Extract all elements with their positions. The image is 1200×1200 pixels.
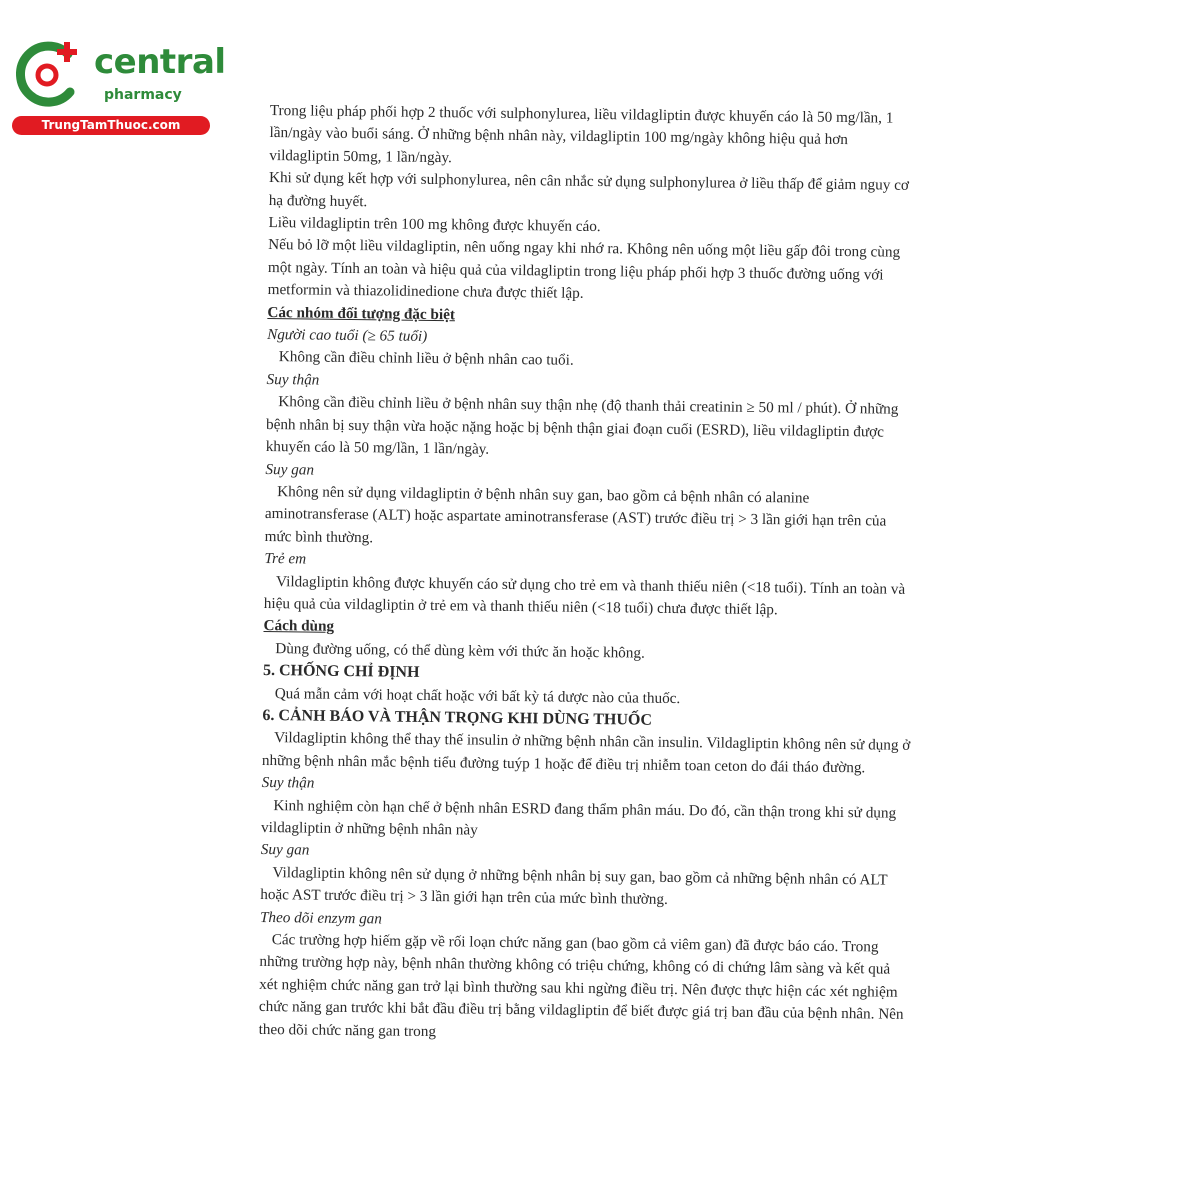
renal-warning-paragraph: Kinh nghiệm còn hạn chế ở bệnh nhân ESRD đang thẩm phân máu. Do đó, cần thận trong khi sử dụng vildagliptin ở những bệnh nhân này — [261, 796, 897, 839]
renal-subheading: Suy thận — [266, 370, 320, 389]
hepatic-warning-subheading: Suy gan — [260, 841, 310, 859]
brand-url-badge: TrungTamThuoc.com — [12, 116, 210, 135]
usage-heading: Cách dùng — [263, 617, 335, 636]
scanned-document-page — [259, 100, 920, 1049]
brand-name: central — [94, 42, 226, 82]
hepatic-paragraph: Không nên sử dụng vildagliptin ở bệnh nhân suy gan, bao gồm cả bệnh nhân có alanine aminotransferase (ALT) hoặc aspartate aminotransferase (AST) trước điều trị > 3 lần giới hạn trên của mức bình thường. — [264, 483, 887, 547]
section-6-paragraph: Vildagliptin không thể thay thế insulin ở những bệnh nhân cần insulin. Vildagliptin không nên sử dụng ở những bệnh nhân mắc bệnh tiểu đường tuýp 1 hoặc để điều trị nhiễm toan ceton do đái tháo đường. — [261, 729, 911, 777]
dosage-paragraph-missed-dose: Nếu bỏ lỡ một liều vildagliptin, nên uống ngay khi nhớ ra. Không nên uống một liều gấp đôi trong cùng một ngày. Tính an toàn và hiệu quả của vildagliptin trong liệu pháp phối hợp 3 thuốc đường uống với metformin và thiazolidinedione chưa được thiết lập. — [267, 236, 901, 303]
hepatic-subheading: Suy gan — [265, 460, 315, 479]
usage-paragraph: Dùng đường uống, có thể dùng kèm với thức ăn hoặc không. — [275, 639, 645, 662]
liver-enzyme-paragraph: Các trường hợp hiếm gặp về rối loạn chức năng gan (bao gồm cả viêm gan) đã được báo cáo. Trong những trường hợp này, bệnh nhân thường không có triệu chứng, không có di chứng lâm sàng và kết quả xét nghiệm chức năng gan trở lại bình thường sau khi ngừng điều trị. Nên được thực hiện các xét nghiệm chức năng gan trước khi bắt đầu điều trị bằng vildagliptin để biết được giá trị ban đầu của bệnh nhân. Nên theo dõi chức năng gan trong — [258, 931, 904, 1040]
section-5-heading: 5. CHỐNG CHỈ ĐỊNH — [262, 662, 420, 682]
special-populations-heading: Các nhóm đối tượng đặc biệt — [267, 303, 456, 323]
hepatic-warning-paragraph: Vildagliptin không nên sử dụng ở những bệnh nhân bị suy gan, bao gồm cả những bệnh nhân có ALT hoặc AST trước điều trị > 3 lần giới hạn trên của mức bình thường. — [260, 863, 888, 909]
central-pharmacy-logo-icon — [12, 38, 86, 112]
brand-subtitle: pharmacy — [104, 87, 182, 103]
elderly-subheading: Người cao tuổi (≥ 65 tuổi) — [267, 326, 428, 346]
dosage-paragraph-low-dose: Khi sử dụng kết hợp với sulphonylurea, nên cân nhắc sử dụng sulphonylurea ở liều thấp để giảm nguy cơ hạ đường huyết. — [268, 169, 910, 210]
section-6-heading: 6. CẢNH BÁO VÀ THẬN TRỌNG KHI DÙNG THUỐC — [262, 706, 653, 729]
liver-enzyme-subheading: Theo dõi enzym gan — [259, 908, 383, 928]
dosage-paragraph-sulphonylurea: Trong liệu pháp phối hợp 2 thuốc với sulphonylurea, liều vildagliptin được khuyến cáo là 50 mg/lần, 1 lần/ngày vào buổi sáng. Ở những bệnh nhân này, vildagliptin 100 mg/ngày không hiệu quả hơn vildagliptin 50mg, 1 lần/ngày. — [269, 101, 894, 167]
renal-warning-subheading: Suy thận — [261, 774, 315, 792]
elderly-paragraph: Không cần điều chỉnh liều ở bệnh nhân cao tuổi. — [278, 348, 574, 370]
dosage-paragraph-max-dose: Liều vildagliptin trên 100 mg không được khuyến cáo. — [268, 214, 601, 236]
brand-logo — [8, 36, 226, 136]
children-paragraph: Vildagliptin không được khuyến cáo sử dụng cho trẻ em và thanh thiếu niên (<18 tuổi). Tính an toàn và hiệu quả của vildagliptin ở trẻ em và thanh thiếu niên (<18 tuổi) chưa được thiết lập. — [263, 572, 906, 619]
children-subheading: Trẻ em — [264, 550, 307, 568]
renal-paragraph: Không cần điều chỉnh liều ở bệnh nhân suy thận nhẹ (độ thanh thải creatinin ≥ 50 ml / phút). Ở những bệnh nhân bị suy thận vừa hoặc nặng hoặc bị bệnh thận giai đoạn cuối (ESRD), liều vildagliptin được khuyến cáo là 50 mg/lần, 1 lần/ngày. — [265, 393, 899, 458]
section-5-paragraph: Quá mẫn cảm với hoạt chất hoặc với bất kỳ tá dược nào của thuốc. — [274, 684, 681, 707]
